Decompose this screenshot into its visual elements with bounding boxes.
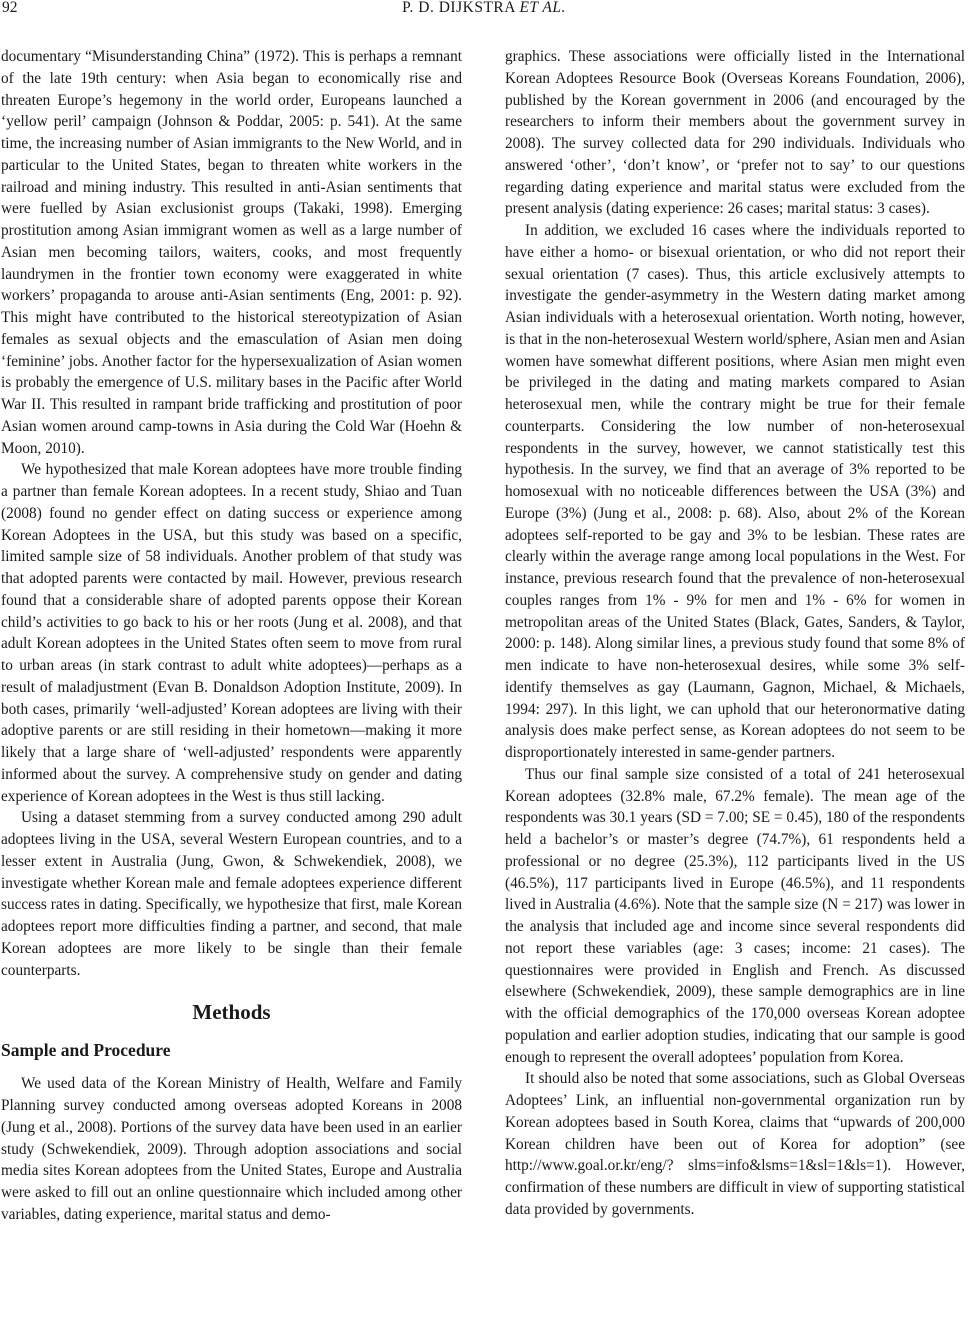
right-column xyxy=(505,46,965,1221)
running-head xyxy=(0,0,968,28)
paragraph: graphics. These associations were officially listed in the International Korean Adoptees Resource Book (Overseas Koreans Foundation, 2006), published by the Korean government in 2006 (and encouraged by the researchers to inform their members about the government survey in 2008). The survey collected data for 290 individuals. Individuals who answered ‘other’, ‘don’t know’, or ‘prefer not to say’ to our questions regarding dating experience and marital status were excluded from the present analysis (dating experience: 26 cases; marital status: 3 cases). xyxy=(505,48,965,218)
running-title xyxy=(0,0,968,17)
paragraph: documentary “Misunderstanding China” (1972). This is perhaps a remnant of the late 19th century: when Asia began to economically rise and threaten Europe’s hegemony in the world order, Europeans launched a ‘yellow peril’ campaign (Johnson & Poddar, 2005: p. 541). At the same time, the increasing number of Asian immigrants to the New World, and in particular to the United States, began to threaten white workers in the railroad and mining industry. This resulted in anti-Asian sentiments that were fuelled by Asian exclusionist groups (Takaki, 1998). Emerging prostitution among Asian immigrant women as well as a large number of Asian men becoming tailors, waiters, cooks, and most frequently laundrymen in the frontier town economy were exaggerated in white workers’ propaganda to arouse anti-Asian sentiments (Eng, 2001: p. 92). This might have contributed to the historical stereotypization of Asian females as sexual objects and the emasculation of Asian men doing ‘feminine’ jobs. Another factor for the hypersexualization of Asian women is probably the emergence of U.S. military bases in the Pacific after World War II. This resulted in rampant bride trafficking and prostitution of poor Asian women around camp-towns in Asia during the Cold War (Hoehn & Moon, 2010). xyxy=(1,48,462,457)
paragraph: We used data of the Korean Ministry of Health, Welfare and Family Planning survey conducted among overseas adopted Koreans in 2008 (Jung et al., 2008). Portions of the survey data have been used in an earlier study (Schwekendiek, 2009). Through adoption associations and social media sites Korean adoptees from the United States, Europe and Australia were asked to fill out an online questionnaire which included among other variables, dating experience, marital status and demo- xyxy=(1,1075,462,1223)
page-number: 92 xyxy=(2,0,18,16)
running-title-etal: ET AL. xyxy=(519,0,566,16)
paragraph: It should also be noted that some associations, such as Global Overseas Adoptees’ Link, an influential non-governmental organization run by Korean adoptees based in South Korea, claims that “upwards of 200,000 Korean children have been out of Korea for adoption” (see http://www.goal.or.kr/eng/? slms=info&lsms=1&sl=1&ls=1). However, confirmation of these numbers are difficult in view of supporting statistical data provided by governments. xyxy=(505,1070,965,1218)
running-title-authors: P. D. DIJKSTRA xyxy=(402,0,516,16)
section-heading-methods: Methods xyxy=(192,1000,271,1025)
paragraph: We hypothesized that male Korean adoptees have more trouble finding a partner than female Korean adoptees. In a recent study, Shiao and Tuan (2008) found no gender effect on dating success or experience among Korean Adoptees in the USA, but this study was based on a specific, limited sample size of 58 individuals. Another problem of that study was that adopted parents were contacted by mail. However, previous research found that a considerable share of adopted parents oppose their Korean child’s activities to go back to his or her roots (Jung et al. 2008), and that adult Korean adoptees in the United States often seem to move from rural to urban areas (in stark contrast to adult white adoptees)—perhaps as a result of maladjustment (Evan B. Donaldson Adoption Institute, 2009). In both cases, primarily ‘well-adjusted’ Korean adoptees are living with their adoptive parents or are still residing in their hometown—making it more likely that a large share of ‘well-adjusted’ respondents were apparently informed about the survey. A comprehensive study on gender and dating experience of Korean adoptees in the West is thus still lacking. xyxy=(1,461,462,805)
subsection-heading-sample: Sample and Procedure xyxy=(1,1040,171,1061)
paragraph: Thus our final sample size consisted of a total of 241 heterosexual Korean adoptees (32.8% male, 67.2% female). The mean age of the respondents was 30.1 years (SD = 7.00; SE = 0.45), 180 of the respondents held a bachelor’s or master’s degree (74.7%), 61 respondents held a professional or no degree (25.3%), 112 participants lived in the US (46.5%), 117 participants lived in Europe (46.5%), and 11 respondents lived in Australia (4.6%). Note that the sample size (N = 217) was lower in the analysis that included age and income since several respondents did not report these variables (age: 3 cases; income: 21 cases). The questionnaires were provided in English and French. As discussed elsewhere (Schwekendiek, 2009), these sample demographics are in line with the official demographics of the 170,000 overseas Korean adoptee population and earlier adoption studies, indicating that our sample is good enough to represent the overall adoptees’ population from Korea. xyxy=(505,765,965,1066)
paragraph: Using a dataset stemming from a survey conducted among 290 adult adoptees living in the USA, several Western European countries, and to a lesser extent in Australia (Jung, Gwon, & Schwekendiek, 2008), we investigate whether Korean male and female adoptees experience different success rates in dating. Specifically, we hypothesize that first, male Korean adoptees report more difficulties finding a partner, and second, that male Korean adoptees are more likely to be single than their female counterparts. xyxy=(1,809,462,979)
paragraph: In addition, we excluded 16 cases where the individuals reported to have either a homo- or bisexual orientation, or who did not report their sexual orientation (7 cases). Thus, this article exclusively attempts to investigate the gender-asymmetry in the Western dating market among Asian individuals with a heterosexual orientation. Worth noting, however, is that in the non-heterosexual Western world/sphere, Asian men and Asian women have somewhat different positions, where Asian men might even be privileged in the dating and mating markets compared to Asian heterosexual men, while the contrary might be true for their female counterparts. Considering the low number of non-heterosexual respondents in the survey, however, we cannot statistically test this hypothesis. In the survey, we find that an average of 3% reported to be homosexual with no noticeable differences between the USA (3%) and Europe (3%) (Jung et al., 2008: p. 68). Also, about 2% of the Korean adoptees self-reported to be gay and 3% to be lesbian. These rates are clearly within the average range among local populations in the West. For instance, previous research found that the prevalence of non-heterosexual couples ranges from 1% - 9% for men and 1% - 6% for women in metropolitan areas of the United States (Black, Gates, Sanders, & Taylor, 2000: p. 148). Along similar lines, a previous study found that some 8% of men indicate to have non-heterosexual desires, while some 3% self-identify themselves as gay (Laumann, Gagnon, Michael, & Michaels, 1994: 297). In this light, we can uphold that our heteronormative dating analysis does make perfect sense, as Korean adoptees do not seem to be disproportionately interested in same-gender partners. xyxy=(505,222,965,761)
left-column xyxy=(1,46,462,1226)
